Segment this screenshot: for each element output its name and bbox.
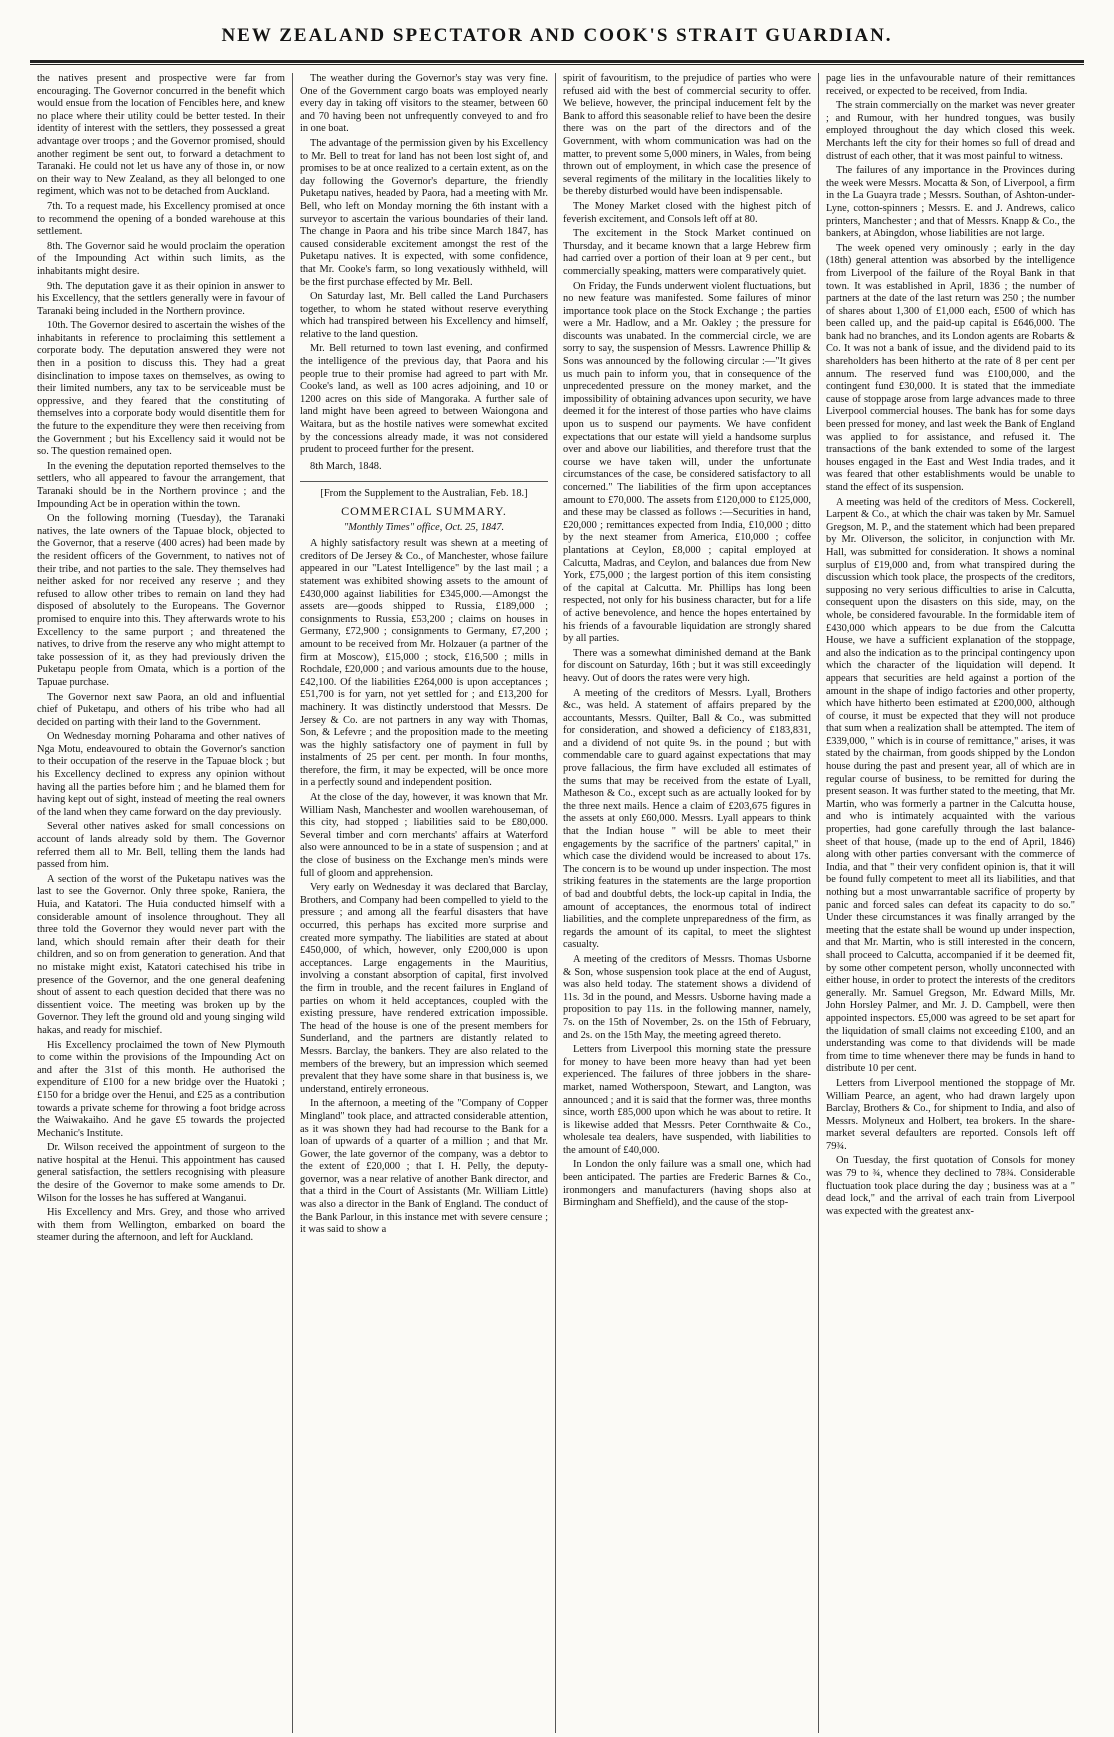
article-paragraph: 9th. The deputation gave it as their opinion in answer to his Excellency, that the settlers generally were in favour of Taranaki being included in the Northern province.	[37, 280, 285, 317]
article-paragraph: At the close of the day, however, it was known that Mr. William Nash, Manchester and woollen warehouseman, of this city, had stopped ; liabilities said to be £80,000. Several timber and corn merchants' affairs at Waterford also were announced to be in a state of suspension ; and at the close of business on the Exchange men's minds were full of gloom and apprehension.	[300, 792, 548, 879]
article-paragraph: Letters from Liverpool this morning state the pressure for money to have been more heavy than had yet been experienced. The failures of three jobbers in the share-market, named Wotherspoon, Stewart, and Langton, was announced ; and it is said that the former was, three months since, worth £85,000 upon which he was about to retire. It is likewise added that Messrs. Peter Cornthwaite & Co., wholesale tea dealers, have suspended, with liabilities to the amount of £40,000.	[563, 1044, 811, 1156]
article-paragraph: A highly satisfactory result was shewn at a meeting of creditors of De Jersey & Co., of Manchester, whose failure appeared in our "Latest Intelligence" by the last mail ; a statement was exhibited showing assets to the amount of £430,000 against liabilities for £345,000.—Amongst the assets are—goods shipped to Russia, £189,000 ; consignments to Russia, £53,200 ; claims on houses in Germany, £72,900 ; consignments to Germany, £7,200 ; amount to be received from Mr. Holzauer (a partner of the firm at Moscow), £15,000 ; stock, £16,500 ; mills in Rochdale, £20,000 ; and various amounts due to the house, £42,100. Of the liabilities £264,000 is upon acceptances ; £51,700 is for yarn, not yet settled for ; and £13,200 for machinery. It was distinctly understood that Messrs. De Jersey & Co. are not partners in any way with Thomas, Son, & Lefevre ; and the proposition made to the meeting was the highly satisfactory one of payment in full by instalments of 25 per cent. per month. In four months, therefore, the firm, it may be expected, will be once more in a perfectly sound and independent position.	[300, 538, 548, 789]
article-paragraph: A meeting was held of the creditors of Mess. Cockerell, Larpent & Co., at which the chair was taken by Mr. Samuel Gregson, M. P., and the statement which had been prepared by Mr. Oliverson, the solicitor, in conjunction with Mr. Hall, was submitted for consideration. It shows a nominal surplus of £19,000 and, from what transpired during the discussion which took place, the prospects of the creditors, supposing no very serious difficulties to arise in Calcutta, consequent upon the disasters on this side, may, on the whole, be considered favourable. In the formidable item of £430,000 which appears to be due from the Calcutta House, we have a sufficient explanation of the stoppage, and also the indication as to the principal contingency upon which the character of the liquidation will depend. It appears that securities are held against a portion of the amount in the shape of indigo factories and other property, which have hitherto been estimated at £200,000, although of course, it must be expected that they will not produce that sum when a realization shall be attempted. The item of £339,000, " which is in course of remittance," arises, it was stated by the chairman, from goods shipped by the London house during the past and present year, all of which are in regular course of business, to be remitted for during the present season. It was further stated to the meeting, that Mr. Martin, who was formerly a partner in the Calcutta house, and who is intimately acquainted with the various properties, had gone carefully through the last balance-sheet of that house, (made up to the end of April, 1846) along with other parties conversant with the commerce of India, and that " their very confident opinion is, that it will be found fully competent to meet all its liabilities, and that nothing but a most unwarrantable sacrifice of property by panic and forced sales can defeat its capacity to do so." Under these circumstances it was finally arranged by the meeting that the estate shall be wound up under inspection, and that Mr. Martin, who is still interested in the concern, shall proceed to Calcutta, accompanied if it be deemed fit, by some other competent person, wholly unconnected with either house, in order to protect the interests of the creditors generally. Mr. Samuel Gregson, Mr. Edward Mills, Mr. John Horsley Palmer, and Mr. J. D. Campbell, were then appointed inspectors. £5,000 was agreed to be set apart for the liquidation of small claims not exceeding £100, and an understanding was come to that dividends will be made from time to time whenever there may be funds in hand to distribute 10 per cent.	[826, 496, 1075, 1075]
masthead-title: NEW ZEALAND SPECTATOR AND COOK'S STRAIT GUARDIAN.	[221, 25, 893, 46]
article-paragraph: 8th. The Governor said he would proclaim the operation of the Impounding Act within such limits, as the inhabitants might desire.	[37, 240, 285, 277]
article-paragraph: On Wednesday morning Poharama and other natives of Nga Motu, endeavoured to obtain the Governor's sanction to their occupation of the reserve in the Tapuae block ; but his Excellency declined to express any opinion without having all the parties before him ; and he blamed them for having kept out of sight, instead of meeting the real owners of the land when they came forward on the day previously.	[37, 731, 285, 818]
article-paragraph: A meeting of the creditors of Messrs. Lyall, Brothers &c., was held. A statement of affairs prepared by the accountants, Messrs. Quilter, Ball & Co., was submitted for consideration, and showed a deficiency of £183,831, and a dividend of not quite 9s. in the pound ; but with commendable care to guard against expectations that may prove fallacious, the firm have excluded all estimates of the sums that may be received from the estate of Lyall, Matheson & Co., except such as are actually looked for by the three next mails. Hence a claim of £203,675 figures in the assets at only £60,000. Messrs. Lyall appears to think that the Indian house " will be able to meet their engagements by the sacrifice of the partners' capital," in which case the dividend would be increased to about 17s. The concern is to be wound up under inspection. The most striking features in the statements are the large proportion of bad and doubtful debts, the lock-up capital in India, the amount of acceptances, the enormous total of indirect liabilities, and the complete unpreparedness of the firm, as regards the amount of its capital, to meet the slightest casualty.	[563, 687, 811, 951]
article-paragraph: A section of the worst of the Puketapu natives was the last to see the Governor. Only three spoke, Raniera, the Huia, and Katatori. The Huia conducted himself with a considerable amount of insolence throughout. They all three told the Governor they would never part with the land, which should remain after their death for their children, and so on from generation to generation. And that no mistake might exist, Katatori catechised his tribe in presence of the Governor, and the one general deafening shout of assent to each question decided that there was no dissentient voice. The meeting was broken up by the Governor. They left the ground old and young singing wild hakas, and ready for mischief.	[37, 873, 285, 1036]
article-paragraph: the natives present and prospective were far from encouraging. The Governor concurred in the benefit which would ensue from the location of Fencibles here, and knew no place where their utility could be better tested. In their identity of interest with the settlers, they possessed a great advantage over troops ; and the Governor promised, should another regiment be sent out, to forward a detachment to Taranaki. He could not let us have any of those in, or now on their way to New Zealand, as they all belonged to one regiment, which was not to be detached from Auckland.	[37, 73, 285, 198]
article-paragraph: The Governor next saw Paora, an old and influential chief of Puketapu, and others of his tribe who had all decided on parting with their land to the Government.	[37, 691, 285, 728]
article-paragraph: Very early on Wednesday it was declared that Barclay, Brothers, and Company had been compelled to yield to the pressure ; and among all the fearful disasters that have occurred, this perhaps has excited more surprise and created more sympathy. The liabilities are stated at about £450,000, of which, however, only £200,000 is upon acceptances. Large engagements in the Mauritius, involving a constant absorption of capital, first involved the firm in trouble, and the recent failures in England of parties on whom it held acceptances, coupled with the existing pressure, have rendered extrication impossible. The head of the house is one of the present members for Sunderland, and the partners are distantly related to Messrs. Barclay, the bankers. They are also related to the members of the brewery, but an impression which seemed prevalent that they have some share in that business is, we understand, entirely erroneous.	[300, 882, 548, 1095]
masthead-rule	[30, 60, 1084, 63]
article-paragraph: In London the only failure was a small one, which had been anticipated. The parties are Frederic Barnes & Co., ironmongers and manufacturers (having shops also at Birmingham and Sheffield), and the cause of the stop-	[563, 1159, 811, 1209]
article-paragraph: In the afternoon, a meeting of the "Company of Copper Mingland" took place, and attracted considerable attention, as it was shown they had had recourse to the Bank for a loan of upwards of a quarter of a million ; and that Mr. Gower, the late governor of the company, was a debtor to the extent of £20,000 ; that I. H. Pelly, the deputy-governor, was a near relative of another Bank director, and that a third in the Court of Assistants (Mr. William Little) was also a director in the Bank of England. The conduct of the Bank Parlour, in this instance met with severe censure ; it was said to show a	[300, 1098, 548, 1236]
article-paragraph: His Excellency and Mrs. Grey, and those who arrived with them from Wellington, embarked on board the steamer during the afternoon, and left for Auckland.	[37, 1207, 285, 1244]
article-paragraph: There was a somewhat diminished demand at the Bank for discount on Saturday, 16th ; but it was still exceedingly heavy. Out of doors the rates were very high.	[563, 647, 811, 684]
article-paragraph: The advantage of the permission given by his Excellency to Mr. Bell to treat for land has not been lost sight of, and promises to be at once realized to a certain extent, as on the day following the Governor's departure, the friendly Puketapu natives, headed by Paora, had a meeting with Mr. Bell, who left on Monday morning the 6th instant with a surveyor to ascertain the various boundaries of their land. The change in Paora and his tribe since March 1847, has caused considerable excitement amongst the rest of the Puketapu natives. It is expected, with some confidence, that Mr. Cooke's farm, so long vexatiously withheld, will be the first purchase effected by Mr. Bell.	[300, 137, 548, 288]
article-paragraph: Several other natives asked for small concessions on account of lands already sold by them. The Governor referred them all to Mr. Bell, telling them the lands had passed from him.	[37, 821, 285, 871]
article-paragraph: On Saturday last, Mr. Bell called the Land Purchasers together, to whom he stated without reserve everything which had transpired between his Excellency and himself, relative to the land question.	[300, 291, 548, 340]
column-4	[819, 73, 1082, 1733]
column-3	[556, 73, 819, 1733]
source-credit: [From the Supplement to the Australian, Feb. 18.]	[320, 488, 528, 500]
article-paragraph: Dr. Wilson received the appointment of surgeon to the native hospital at the Henui. This appointment has caused general satisfaction, the settlers recognising with pleasure the desire of the Governor to make some amends to Dr. Wilson for the losses he has suffered at Wanganui.	[37, 1142, 285, 1204]
office-dateline: "Monthly Times" office, Oct. 25, 1847.	[343, 521, 505, 533]
section-heading: COMMERCIAL SUMMARY.	[341, 504, 507, 518]
article-paragraph: The Money Market closed with the highest pitch of feverish excitement, and Consols left off at 80.	[563, 200, 811, 225]
dateline: 8th March, 1848.	[310, 460, 382, 472]
article-paragraph: His Excellency proclaimed the town of New Plymouth to come within the provisions of the Impounding Act on and after the 31st of this month. He authorised the expenditure of £100 for a new bridge over the Huatoki ; £150 for a bridge over the Henui, and £25 as a contribution towards a private scheme for throwing a foot bridge across the Waiwakaiho. And he gave £5 towards the projected Mechanic's Institute.	[37, 1039, 285, 1139]
article-paragraph: spirit of favouritism, to the prejudice of parties who were refused aid with the best of commercial security to offer. We believe, however, the principal inducement felt by the Bank to afford this seasonable relief to have been the desire there was on the part of the directors and of the Government, with whom communication was had on the matter, to prevent some 5,000 miners, in Wales, from being thrown out of employment, in which case the presence of several regiments of the military in the localities likely to be thereby disturbed would have been indispensable.	[563, 73, 811, 198]
article-paragraph: On Friday, the Funds underwent violent fluctuations, but no new feature was manifested. Some failures of minor importance took place on the Stock Exchange ; the parties were a Mr. Hadlow, and a Mr. Oakley ; the pressure for discounts was unabated. In the commercial circle, we are sorry to say, the suspension of Messrs. Lawrence Phillip & Sons was announced by the following circular :—"It gives us much pain to inform you, that in consequence of the unprecedented pressure on the money market, and the impossibility of obtaining advances upon security, we have deemed it for the interest of those parties who have claims upon us to suspend our payments. We have confident expectations that our estate will yield a handsome surplus over and above our liabilities, and therefore trust that the course we have taken will, under the unfortunate circumstances of the case, be considered satisfactory to all concerned." The liabilities of the firm upon acceptances amount to £70,000. The assets from £120,000 to £125,000, and these may be classed as follows :—Securities in hand, £20,000 ; remittances expected from India, £10,000 ; ditto by the next steamer from America, £10,000 ; coffee plantations at Ceylon, £8,000 ; capital employed at Calcutta, Madras, and Ceylon, and balances due from New York, £75,000 ; the largest portion of this item consisting of the capital at Calcutta. Mr. Phillips has long been respected, not only for his business character, but for a life of active benevolence, and hence the hopes entertained by his friends of a favourable liquidation are strongly shared by all parties.	[563, 280, 811, 645]
article-paragraph: In the evening the deputation reported themselves to the settlers, who all appeared to favour the arrangement, that Taranaki should be in the Northern province ; and the Impounding Act be in operation within the town.	[37, 460, 285, 510]
section-divider	[300, 481, 548, 482]
article-paragraph: The week opened very ominously ; early in the day (18th) general attention was absorbed by the intelligence from Liverpool of the failure of the Royal Bank in that town. It was established in April, 1836 ; the number of partners at the date of the last return was 250 ; the number of shares about 1,300 of £1,000 each, £500 of which has been called up, and the paid-up capital is £646,000. The bank had no branches, and its London agents are Robarts & Co. It was not a bank of issue, and the dividend paid to its shareholders has been hitherto at the rate of 8 per cent per annum. The reserved fund was £100,000, and the contingent fund £30,000. It is stated that the immediate cause of stoppage arose from large advances made to three Liverpool commercial houses. The bank has for some days been pressed for money, and last week the Bank of England was applied to for assistance, and refused it. The transactions of the bank extended to some of the largest houses engaged in the East and West India trades, and it was feared that other establishments would be unable to stand the effect of its suspension.	[826, 242, 1075, 493]
article-paragraph: 10th. The Governor desired to ascertain the wishes of the inhabitants in reference to proclaiming this settlement a corporate body. The deputation answered they were not then in a position to discuss this. They had a great disinclination to impose taxes on themselves, as owing to their limited numbers, any tax to be serviceable must be oppressive, and they feared that the constituting of themselves into a corporate body would disentitle them for the future to the expenditure they were then receiving from the Government ; but his Excellency said it would not be so. The question remained open.	[37, 320, 285, 458]
article-paragraph: On Tuesday, the first quotation of Consols for money was 79 to ¾, whence they declined to 78¾. Considerable fluctuation took place during the day ; business was at a " dead lock," and the arrival of each train from Liverpool was expected with the greatest anx-	[826, 1155, 1075, 1217]
masthead-rule-thin	[30, 64, 1084, 65]
article-paragraph: Letters from Liverpool mentioned the stoppage of Mr. William Pearce, an agent, who had drawn largely upon Barclay, Brothers & Co., for shipment to India, and also of Messrs. Molyneux and Holbert, tea brokers. In the share-market several defaulters are reported. Consols left off 79¾.	[826, 1077, 1075, 1152]
article-paragraph: The excitement in the Stock Market continued on Thursday, and it became known that a large Hebrew firm had carried over a portion of their loan at 9 per cent., but commercially speaking, matters were comparatively quiet.	[563, 228, 811, 277]
column-1	[30, 73, 293, 1733]
article-paragraph: page lies in the unfavourable nature of their remittances received, or expected to be received, from India.	[826, 73, 1075, 97]
article-paragraph: Mr. Bell returned to town last evening, and confirmed the intelligence of the previous day, that Paora and his people true to their promise had agreed to part with Mr. Cooke's land, as well as 100 acres adjoining, and 10 or 1200 acres on this side of Mangoraka. A further sale of land might have been agreed to between Waiongona and Waitara, but as the hostile natives were somewhat excited by the concessions already made, it was not considered prudent to proceed further for the present.	[300, 343, 548, 456]
columns	[30, 73, 1084, 1733]
article-paragraph: On the following morning (Tuesday), the Taranaki natives, the late owners of the Tapuae block, objected to the Governor, that a reserve (400 acres) had been made by the resident officers of the Government, to natives not of their tribe, and not parties to the sale. They themselves had neither asked for nor received any reserve ; and they refused to allow other tribes to remain on land they had disposed of absolutely to the Europeans. The Governor promised to enquire into this. They afterwards wrote to his Excellency to the same purport ; and threatened the natives, to drive from the reserve any who might attempt to take possession of it, as they had previously driven the Puketapu people from Omata, which is a portion of the Tapuae purchase.	[37, 513, 285, 688]
article-paragraph: The strain commercially on the market was never greater ; and Rumour, with her hundred tongues, was busily employed throughout the day which closed this week. Merchants left the city for their homes so full of dread and distrust of each other, that it was most painful to witness.	[826, 100, 1075, 162]
article-paragraph: 7th. To a request made, his Excellency promised at once to recommend the opening of a bonded warehouse at this settlement.	[37, 200, 285, 238]
article-paragraph: The failures of any importance in the Provinces during the week were Messrs. Mocatta & Son, of Liverpool, a firm in the La Guayra trade ; Messrs. Southan, of Ashton-under-Lyne, cotton-spinners ; Messrs. E. and J. Andrews, calico printers, Manchester ; and that of Messrs. Knapp & Co., the bankers, at Abingdon, whose liabilities are not large.	[826, 165, 1075, 240]
column-2	[293, 73, 556, 1733]
article-paragraph: The weather during the Governor's stay was very fine. One of the Government cargo boats was employed nearly every day in taking off visitors to the steamer, between 60 and 70 having been not unfrequently conveyed to and fro in one boat.	[300, 73, 548, 135]
article-paragraph: A meeting of the creditors of Messrs. Thomas Usborne & Son, whose suspension took place at the end of August, was also held today. The statement shows a dividend of 11s. 3d in the pound, and Messrs. Usborne having made a proposition to pay 11s. in the following manner, namely, 7s. on the 15th of November, 2s. on the 15th of February, and 2s. on the 15th May, the meeting agreed thereto.	[563, 953, 811, 1041]
